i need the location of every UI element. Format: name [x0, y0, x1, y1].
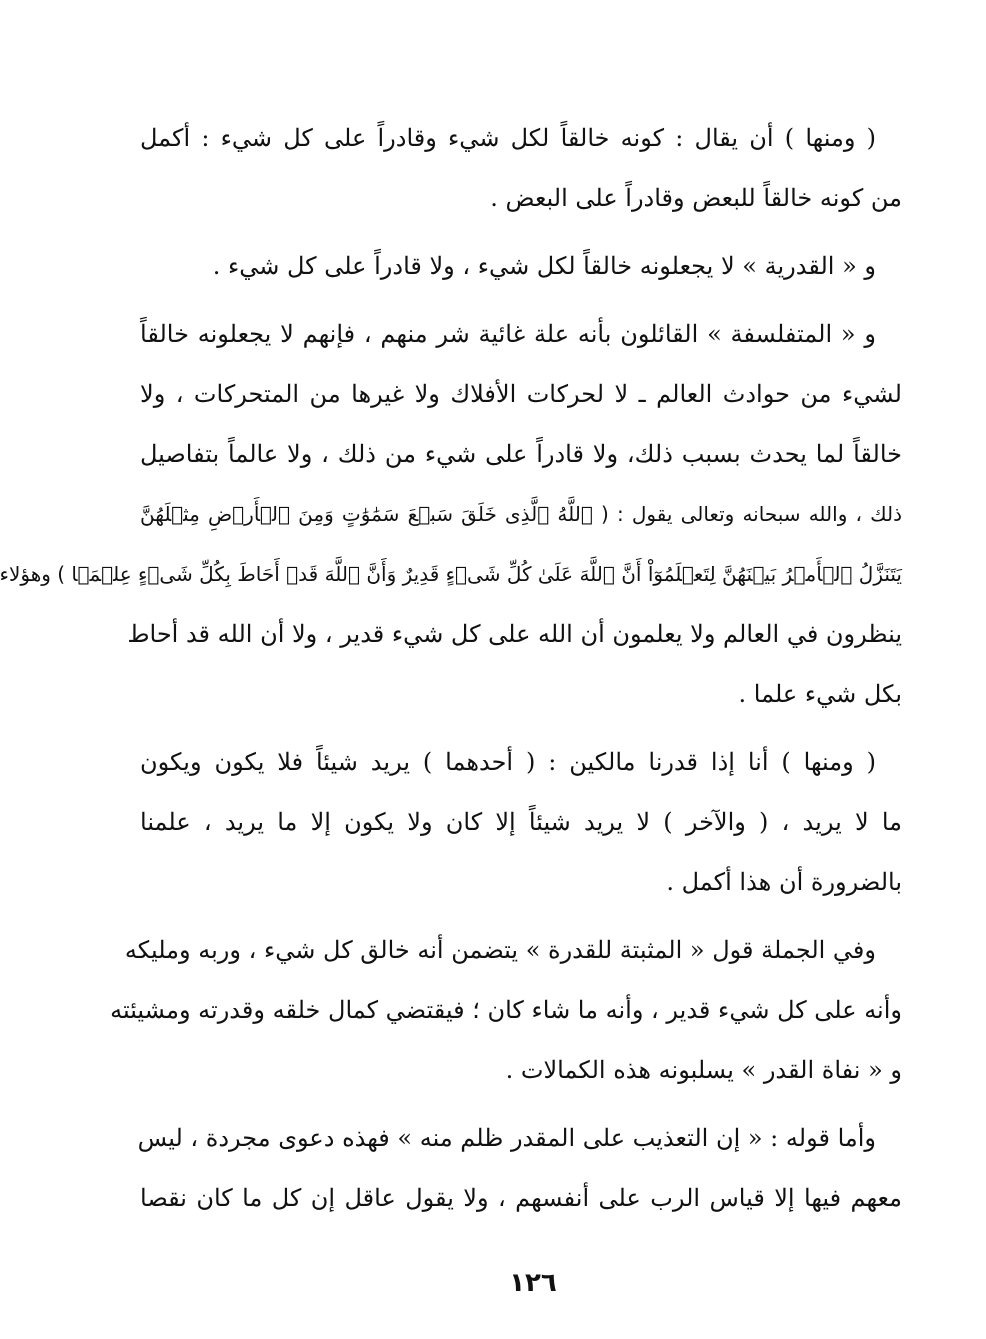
quran-verse-line: يَتَنَزَّلُ ٱلۡأَمۡرُ بَيۡنَهُنَّ لِتَعۡلَمُوٓاْ أَنَّ ٱللَّهَ عَلَىٰ كُلِّ شَىۡءٍ قَدِيرٌ وَأَنَّ ٱللَّهَ قَدۡ أَحَاطَ بِكُلِّ شَىۡءٍ عِلۡمَۢا ) وهؤلاء	[0, 562, 902, 586]
text-line: و « نفاة القدر » يسلبونه هذه الكمالات .	[505, 1056, 902, 1084]
page-number: ١٢٦	[509, 1268, 557, 1298]
text-line: لشيء من حوادث العالم ـ لا لحركات الأفلاك ولا غيرها من المتحركات ، ولا	[140, 380, 902, 408]
quran-verse-line: ذلك ، والله سبحانه وتعالى يقول : ( ٱللَّهُ ٱلَّذِى خَلَقَ سَبۡعَ سَمَٰوَٰتٍ وَمِنَ ٱلۡأَرۡضِ مِثۡلَهُنَّ	[140, 502, 902, 526]
paragraph-1	[140, 108, 902, 228]
text-line: ينظرون في العالم ولا يعلمون أن الله على كل شيء قدير ، ولا أن الله قد أحاط	[127, 620, 902, 648]
paragraph-4	[140, 732, 902, 912]
text-line: وأما قوله : « إن التعذيب على المقدر ظلم منه » فهذه دعوى مجردة ، ليس	[137, 1124, 876, 1152]
text-line: معهم فيها إلا قياس الرب على أنفسهم ، ولا يقول عاقل إن كل ما كان نقصا	[140, 1184, 902, 1212]
paragraph-5	[110, 920, 902, 1100]
paragraph-3	[0, 304, 902, 724]
text-line: وفي الجملة قول « المثبتة للقدرة » يتضمن أنه خالق كل شيء ، وربه ومليكه	[124, 936, 876, 964]
paragraph-6	[137, 1108, 902, 1228]
text-line: بالضرورة أن هذا أكمل .	[666, 868, 902, 896]
page-body	[0, 108, 902, 1228]
text-line: وأنه على كل شيء قدير ، وأنه ما شاء كان ؛ فيقتضي كمال خلقه وقدرته ومشيئته	[110, 996, 902, 1024]
text-line: من كونه خالقاً للبعض وقادراً على البعض .	[490, 184, 902, 212]
paragraph-2	[140, 236, 902, 296]
text-line: و « القدرية » لا يجعلونه خالقاً لكل شيء ، ولا قادراً على كل شيء .	[212, 252, 876, 280]
text-line: ( ومنها ) أنا إذا قدرنا مالكين : ( أحدهما ) يريد شيئاً فلا يكون ويكون	[140, 748, 876, 776]
text-line: خالقاً لما يحدث بسبب ذلك، ولا قادراً على شيء من ذلك ، ولا عالماً بتفاصيل	[140, 440, 902, 468]
text-line: ( ومنها ) أن يقال : كونه خالقاً لكل شيء وقادراً على كل شيء : أكمل	[140, 124, 876, 152]
text-line: ما لا يريد ، ( والآخر ) لا يريد شيئاً إلا كان ولا يكون إلا ما يريد ، علمنا	[140, 808, 902, 836]
text-line: بكل شيء علما .	[738, 680, 902, 708]
text-line: و « المتفلسفة » القائلون بأنه علة غائية شر منهم ، فإنهم لا يجعلونه خالقاً	[140, 320, 876, 348]
